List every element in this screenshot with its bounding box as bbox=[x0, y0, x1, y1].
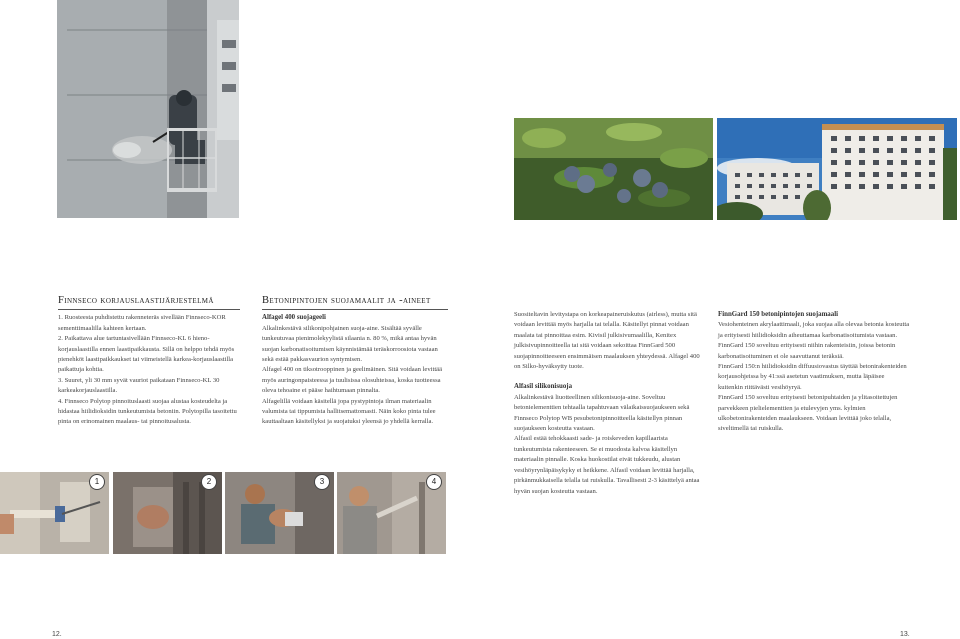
product-heading: Alfagel 400 suojageeli bbox=[262, 314, 326, 322]
section-title: Finnseco korjauslaastijärjestelmä bbox=[58, 295, 214, 306]
left-column bbox=[58, 296, 243, 428]
paragraph: 2. Paikattava alue tartuntasivellään Finnseco-KL 6 hieno-korjauslaastilla ennen laastipaikkausta. Sillä on helppo tehdä myös pienehköt laastipaikkaukset tai viimeistellä karkea-korjauslaastilla paikattuja kohtia. bbox=[58, 335, 235, 374]
paragraph: Alkalinkestävä silikonipohjainen suoja-aine. Sisältää syvälle tunkeutuvaa pienimolekyylistä silaania n. 80 %, mikä antaa hyvän suojan karbonatisoitumisen käynnistämää teräskorroosiota vastaan sekä estää pakkasvaurion syntymisen. bbox=[262, 324, 438, 364]
paragraph: FinnGard 150:n hiilidioksidin diffuusiovastus täyttää betonirakenteiden korjausohjeissa by 41:ssä asetetun vaatimuksen, mutta läpäisee kuitenkin riittävästi vesihöyryä. bbox=[718, 363, 907, 391]
paragraph: Alfagelillä voidaan käsitellä jopa pystypintoja ilman materiaalin valumista tai tippumista hallitsemattomasti. Näin koko pinta tulee kauttaaltaan käsitellyksi ja suojatuksi yleensä jo yhdellä kerralla. bbox=[262, 397, 436, 426]
section-title: Betonipintojen suojamaalit ja -aineet bbox=[262, 295, 431, 306]
paragraph: Alfagel 400 on tiksotrooppinen ja geelimäinen. Sitä voidaan levittää myös auringonpaisteessa ja tuulisissa olosuhteissa, koska tuotteessa oleva tehoaine ei pääse haihtumaan pinnalta. bbox=[262, 366, 442, 395]
product-heading: Alfasil silikonisuoja bbox=[514, 383, 573, 391]
step-badge-3: 3 bbox=[314, 474, 330, 490]
apartment-buildings-photo bbox=[717, 118, 957, 220]
step-badge-1: 1 bbox=[89, 474, 105, 490]
paragraph: Suositeltavin levitystapa on korkeapaineruiskutus (airless), mutta sitä voidaan levittää myös harjalla tai telalla. Käsitellyt pinnat voidaan maalata tai pinnoittaa esim. Kivisil julkisivumaalilla, Kenitex julkisivupinnoitteella tai sitä voidaan sekoittaa FinnGard 500 suojapinnoitteeseen ensimmäisen maalauksen yhteydessä. Alfagel 400 on Silko-hyväksytty tuote. bbox=[514, 311, 700, 371]
paragraph: Alfasil estää tehokkaasti sade- ja roiskeveden kapillaarista tunkeutumista rakenteeseen. Se ei muodosta kalvoa käsitellyn materiaalin pinnalle. Koska huokostilat eivät tukkeudu, alustan vesihöyrynläpäisykyky ei heikkene. Alfasil voidaan levittää harjalla, pirkänmukkaisella telalla tai ruiskulla. Tavallisesti 2-3 käsittelyä antaa hyvän suojan kosteutta vastaan. bbox=[514, 435, 700, 495]
paragraph: FinnGard 150 soveltuu erityisesti betonipuhtaiden ja ylitasoitettujen parvekkeen pielielementtien ja etulevyjen yms. kylmien ulkobetonirakenteiden maalaukseen. Voidaan levittää joko telalla, siveltimellä tai ruiskulla. bbox=[718, 394, 898, 433]
blueberry-photo bbox=[514, 118, 713, 220]
page-number-left: 12. bbox=[52, 631, 62, 638]
step-badge-4: 4 bbox=[426, 474, 442, 490]
middle-column bbox=[262, 296, 450, 428]
product-heading: FinnGard 150 betonipintojen suojamaali bbox=[718, 311, 839, 318]
step-badge-2: 2 bbox=[201, 474, 217, 490]
paragraph: Vesiohenteinen akrylaattimaali, joka suojaa alla olevaa betonia kosteutta ja erityisesti hiilidioksidin aiheuttamaa karbonatisoitumista vastaan. FinnGard 150 soveltuu erityisesti niihin rakenteisiin, joissa betonin karbonatisoituminen ei ole saavuttanut teräksiä. bbox=[718, 321, 910, 360]
paragraph: Alkalinkestävä liuotteellinen silikonisuoja-aine. Soveltuu betonielementtien tehtaalla tapahtuvaan välaikaissuojaukseen sekä Finnseco Polytop WB pesubetonipinnoitteella käsitellyn pinnan suojaukseen kosteutta vastaan. bbox=[514, 393, 690, 433]
paragraph: 4. Finnseco Polytop pinnoituslaasti suojaa alustaa kosteudelta ja hidastaa hiilidioksidin tunkeutumista betoniin. Polytopilla tasoitettu pinta on erinomainen maalaus- tai pinnoitusalusta. bbox=[58, 397, 237, 426]
page-number-right: 13. bbox=[900, 631, 910, 638]
paragraph: 1. Ruosteesta puhdistettu rakenneteräs sivellään Finnseco-KOR sementtimaalilla kahteen kertaan. bbox=[58, 314, 226, 332]
section-rule bbox=[58, 309, 240, 310]
paragraph: 3. Suuret, yli 30 mm syvät vauriot paikataan Finnseco-KL 30 karkeakorjauslaastilla. bbox=[58, 376, 220, 395]
section-rule bbox=[262, 309, 448, 310]
right-column-2 bbox=[718, 310, 910, 435]
right-column-1 bbox=[514, 310, 704, 497]
sandblasting-photo bbox=[57, 0, 239, 218]
